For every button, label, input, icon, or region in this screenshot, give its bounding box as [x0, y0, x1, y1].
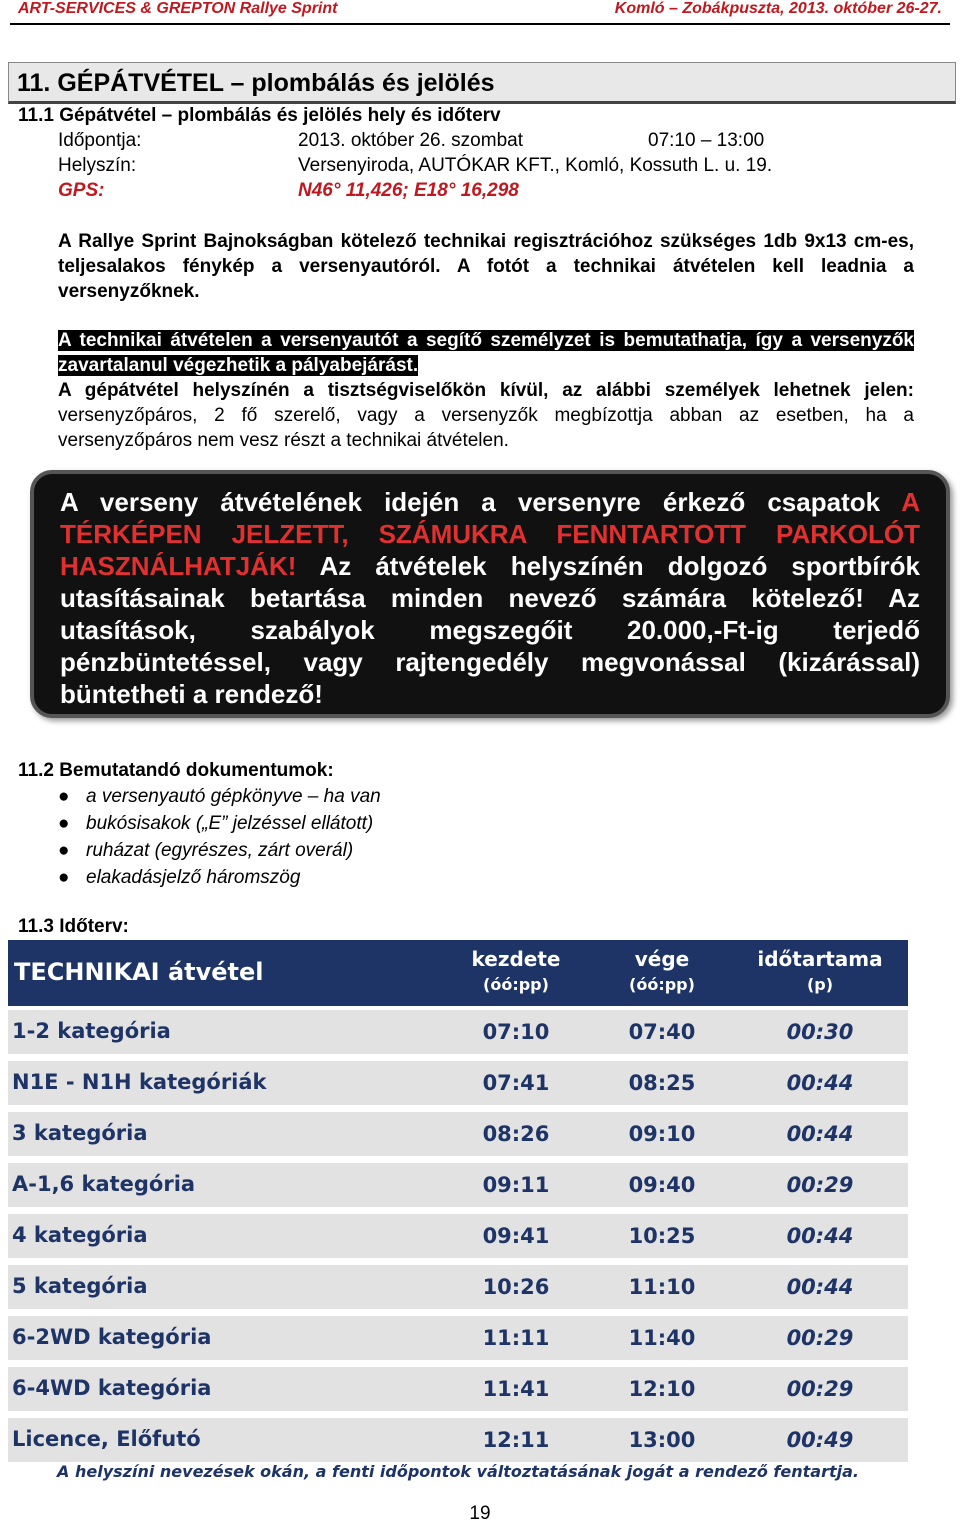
date-time: 07:10 – 13:00 — [648, 130, 765, 151]
parking-notice-box — [30, 470, 950, 718]
subsection-title: 11.1 Gépátvétel – plombálás és jelölés hely és időterv — [18, 105, 501, 126]
table-row: 6-4WD kategória 11:41 12:10 00:29 — [8, 1367, 908, 1411]
documents-list — [58, 786, 381, 894]
table-row: 4 kategória 09:41 10:25 00:44 — [8, 1214, 908, 1258]
list-item: ● a versenyautó gépkönyve – ha van — [58, 786, 381, 807]
section-title-box — [8, 62, 956, 104]
attendance-paragraph — [58, 378, 914, 453]
col-end-header: vége (óó:pp) — [629, 947, 695, 994]
parking-notice-text — [60, 486, 920, 710]
photo-requirement-text: A Rallye Sprint Bajnokságban kötelező technikai regisztrációhoz szükséges 1db 9x13 cm-es, teljesalakos fénykép a versenyautóról. — [58, 231, 914, 277]
header-event-name: ART-SERVICES & GREPTON Rallye Sprint — [18, 0, 338, 17]
timetable-title: TECHNIKAI átvétel — [14, 958, 264, 986]
table-row: N1E - N1H kategóriák 07:41 08:25 00:44 — [8, 1061, 908, 1105]
timetable-header — [8, 940, 908, 1006]
page-header — [0, 0, 960, 24]
list-item: ● ruházat (egyrészes, zárt overál) — [58, 840, 354, 861]
documents-heading: 11.2 Bemutatandó dokumentumok: — [18, 760, 334, 781]
place-value: Versenyiroda, AUTÓKAR KFT., Komló, Kossuth L. u. 19. — [298, 155, 773, 176]
bullet-icon: ● — [58, 867, 70, 888]
timetable-note: A helyszíni nevezések okán, a fenti időpontok változtatásának jogát a rendező fentartja. — [57, 1462, 859, 1481]
table-row: 6-2WD kategória 11:11 11:40 00:29 — [8, 1316, 908, 1360]
bullet-icon: ● — [58, 786, 70, 807]
bullet-icon: ● — [58, 840, 70, 861]
table-row: 3 kategória 08:26 09:10 00:44 — [8, 1112, 908, 1156]
list-item: ● elakadásjelző háromszög — [58, 867, 301, 888]
page-number: 19 — [469, 1503, 491, 1524]
timetable-heading: 11.3 Időterv: — [18, 916, 129, 937]
table-row: A-1,6 kategória 09:11 09:40 00:29 — [8, 1163, 908, 1207]
attendance-rest-text: versenyzőpáros, 2 fő szerelő, vagy a versenyzők megbízottja abban az esetben, ha a versenyzőpáros nem vesz részt a technikai átvételen. — [58, 405, 914, 451]
col-start-header: kezdete (óó:pp) — [471, 947, 561, 994]
notice-red-part: A TÉRKÉPEN JELZETT, SZÁMUKRA FENNTARTOTT PARKOLÓT HASZNÁLHATJÁK! — [60, 487, 920, 581]
gps-label: GPS: — [58, 180, 105, 201]
col-duration-header: időtartama (p) — [757, 947, 883, 994]
attendance-bold-text: A gépátvétel helyszínén a tisztségviselőkön kívül, az alábbi személyek lehetnek jelen: — [58, 380, 914, 401]
photo-submission-text: A fotót a technikai átvételen kell leadnia a versenyzőknek. — [58, 256, 914, 302]
notice-part-2: Az átvételek helyszínén dolgozó sportbírók utasításainak betartása minden nevező számára kötelező! Az utasítások, szabályok megszegőit 20.000,-Ft-ig terjedő pénzbüntetéssel, vagy rajtengedély megvonással (kizárással) büntetheti a rendező! — [60, 551, 920, 709]
table-row: 1-2 kategória 07:10 07:40 00:30 — [8, 1010, 908, 1054]
photo-requirement-paragraph — [58, 229, 914, 304]
place-label: Helyszín: — [58, 155, 137, 176]
header-location-date: Komló – Zobákpuszta, 2013. október 26-27. — [614, 0, 942, 17]
assistant-paragraph — [58, 328, 914, 378]
date-value: 2013. október 26. szombat — [298, 130, 523, 151]
gps-value: N46° 11,426; E18° 16,298 — [298, 180, 519, 201]
header-divider — [10, 23, 950, 25]
section-title: 11. GÉPÁTVÉTEL – plombálás és jelölés — [17, 69, 495, 97]
date-label: Időpontja: — [58, 130, 142, 151]
notice-part-1: A verseny átvételének idején a versenyre érkező csapatok — [60, 487, 902, 517]
list-item: ● bukósisakok („E” jelzéssel ellátott) — [58, 813, 374, 834]
timetable — [8, 940, 908, 1500]
assistant-text: A technikai átvételen a versenyautót a segítő személyzet is bemutathatja, így a versenyzők zavartalanul végezhetik a pályabejárást. — [58, 330, 914, 376]
table-row: Licence, Előfutó 12:11 13:00 00:49 — [8, 1418, 908, 1462]
bullet-icon: ● — [58, 813, 70, 834]
table-row: 5 kategória 10:26 11:10 00:44 — [8, 1265, 908, 1309]
